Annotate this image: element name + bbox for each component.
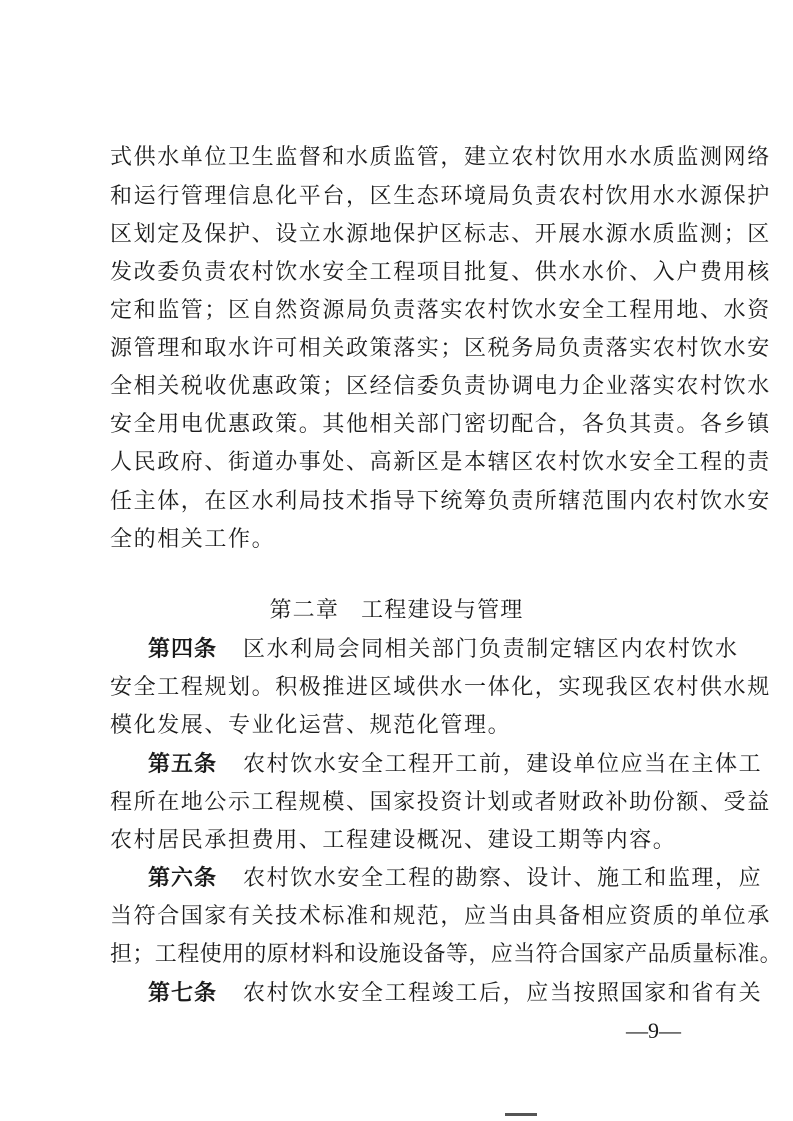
- article-number: 第六条: [148, 866, 218, 891]
- text-line: 农村居民承担费用、工程建设概况、建设工期等内容。: [110, 828, 677, 853]
- text-line: 和运行管理信息化平台，区生态环境局负责农村饮用水水源保护: [110, 184, 771, 209]
- chapter-title: 工程建设与管理: [361, 598, 524, 623]
- text-line: 当符合国家有关技术标准和规范，应当由具备相应资质的单位承: [110, 904, 771, 929]
- text-line: 人民政府、街道办事处、高新区是本辖区农村饮水安全工程的责: [110, 450, 771, 475]
- text-line: 发改委负责农村饮水安全工程项目批复、供水水价、入户费用核: [110, 260, 771, 285]
- article-text: 农村饮水安全工程竣工后，应当按照国家和省有关: [243, 981, 763, 1006]
- article-number: 第五条: [148, 752, 218, 777]
- article-text: 区水利局会同相关部门负责制定辖区内农村饮水: [243, 637, 739, 662]
- text-line: 全的相关工作。: [110, 527, 276, 552]
- article-number: 第七条: [148, 981, 218, 1006]
- article-number: 第四条: [148, 637, 218, 662]
- chapter-number: 第二章: [269, 598, 340, 623]
- article-first-line: [148, 866, 763, 892]
- article-first-line: [148, 981, 763, 1007]
- text-line: 式供水单位卫生监督和水质监管，建立农村饮用水水质监测网络: [110, 145, 771, 170]
- text-line: 程所在地公示工程规模、国家投资计划或者财政补助份额、受益: [110, 790, 771, 815]
- chapter-heading: [0, 598, 793, 624]
- page-number: —9—: [626, 1018, 681, 1043]
- article-text: 农村饮水安全工程的勘察、设计、施工和监理，应: [243, 866, 763, 891]
- article-first-line: [148, 752, 763, 778]
- text-line: 安全用电优惠政策。其他相关部门密切配合，各负其责。各乡镇: [110, 412, 771, 437]
- text-line: 全相关税收优惠政策；区经信委负责协调电力企业落实农村饮水: [110, 374, 771, 399]
- text-line: 区划定及保护、设立水源地保护区标志、开展水源水质监测；区: [110, 222, 771, 247]
- text-line: 模化发展、专业化运营、规范化管理。: [110, 713, 512, 738]
- text-line: 安全工程规划。积极推进区域供水一体化，实现我区农村供水规: [110, 675, 771, 700]
- text-line: 源管理和取水许可相关政策落实；区税务局负责落实农村饮水安: [110, 336, 771, 361]
- scan-edge-mark: [505, 1113, 537, 1116]
- text-line: 定和监管；区自然资源局负责落实农村饮水安全工程用地、水资: [110, 298, 771, 323]
- article-first-line: [148, 637, 739, 663]
- article-text: 农村饮水安全工程开工前，建设单位应当在主体工: [243, 752, 763, 777]
- text-line: 担；工程使用的原材料和设施设备等，应当符合国家产品质量标准。: [110, 942, 783, 967]
- text-line: 任主体，在区水利局技术指导下统筹负责所辖范围内农村饮水安: [110, 489, 771, 514]
